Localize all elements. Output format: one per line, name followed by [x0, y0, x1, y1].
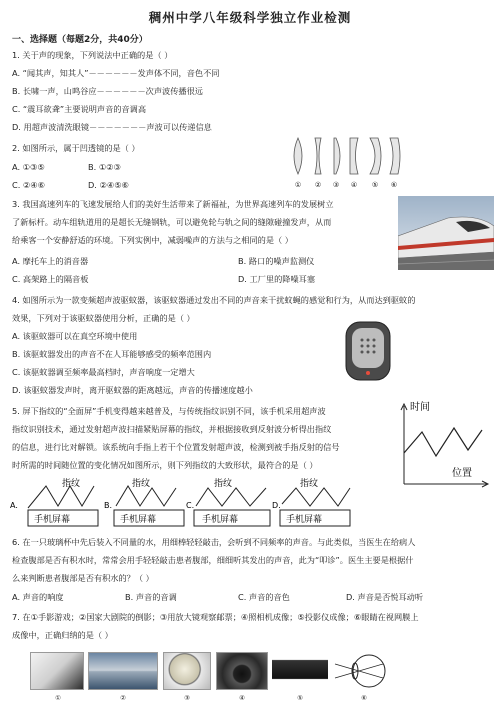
q3-option-c[interactable]: C. 高架路上的隔音板 — [12, 274, 89, 284]
q5-option-c-label[interactable]: C. — [186, 501, 195, 510]
q5-line-1: 5. 屏下指纹的“全面屏”手机变得越来越普及，与传统指纹识别不同，该手机采用超声波 — [12, 406, 326, 416]
q3-line-3: 给乘客一个安静舒适的环境。下列实例中，减弱噪声的方法与之相同的是（ ） — [12, 235, 293, 245]
q3-line-2: 了新标杆。动车组轨道用的是超长无缝钢轨，可以避免轮与轨之间的缝隙碰撞发声，从而 — [12, 217, 332, 227]
screen-label-b: 手机屏幕 — [120, 515, 157, 525]
lens-label-2: ② — [314, 181, 322, 189]
q7-thumb-label-2: ② — [120, 694, 126, 702]
q1-option-c[interactable]: C. “震耳欲聋”主要说明声音的音调高 — [12, 104, 147, 114]
q5-options-figures — [10, 476, 496, 532]
q6-line-3: 么来判断患者腹部是否有积水的？（ ） — [12, 573, 154, 583]
q1-option-a[interactable]: A. “闻其声，知其人”－－－－－－发声体不同，音色不同 — [12, 68, 220, 78]
q7-thumb-label-4: ④ — [239, 694, 245, 702]
lens-4-planoconcave — [350, 138, 358, 174]
high-speed-train-photo — [398, 196, 494, 270]
lens-5-meniscus — [370, 138, 381, 174]
page-title: 稠州中学八年级科学独立作业检测 — [148, 10, 352, 25]
q6-option-b[interactable]: B. 声音的音调 — [125, 592, 177, 602]
q5-line-4: 时所需的时间随位置的变化情况如图所示，则下列指纹的大致形状，最符合的是（ ） — [12, 460, 318, 470]
q6-option-a[interactable]: A. 声音的响度 — [12, 592, 64, 602]
mosquito-repeller-photo — [340, 318, 396, 384]
graph-y-axis-label: 时间 — [410, 402, 430, 413]
q2-option-b[interactable]: B. ①②③ — [88, 162, 121, 172]
q4-option-c[interactable]: C. 该驱蚊器调至频率最高档时，声音响度一定增大 — [12, 367, 195, 377]
lens-1-biconvex — [294, 138, 302, 174]
q7-thumb-label-3: ③ — [184, 694, 190, 702]
q1-stem: 1. 关于声的现象，下列说法中正确的是（ ） — [12, 50, 173, 60]
lens-label-4: ④ — [350, 181, 358, 189]
q7-line-1: 7. 在①手影游戏；②国家大剧院的倒影；③用放大镜观察邮票；④照相机成像；⑤投影仪成像；⑥眼睛在视网膜上 — [12, 612, 419, 622]
fingerprint-label-c: 指纹 — [214, 479, 233, 489]
q5-line-3: 的信息，进行比对解锁。该系统向手指上若干个位置发射超声波，检测到被手指反射的信号 — [12, 442, 340, 452]
lens-label-3: ③ — [332, 181, 340, 189]
q4-option-a[interactable]: A. 该驱蚊器可以在真空环境中使用 — [12, 331, 138, 341]
q1-option-d[interactable]: D. 用超声波清洗眼镜－－－－－－－声波可以传递信息 — [12, 122, 212, 132]
q4-line-2: 效果，下列对于该驱蚊器使用分析，正确的是（ ） — [12, 313, 195, 323]
q7-thumb-projector — [272, 652, 328, 690]
fingerprint-label-a: 指纹 — [62, 479, 81, 489]
q5-line-2: 指纹识别技术，通过发射超声波扫描紧贴屏幕的指纹，并根据接收到反射波分析得出指纹 — [12, 424, 332, 434]
q5-option-c-figure — [186, 477, 270, 526]
q7-thumb-label-5: ⑤ — [297, 694, 303, 702]
q6-option-d[interactable]: D. 声音是否悦耳动听 — [346, 592, 424, 602]
screen-label-d: 手机屏幕 — [286, 515, 323, 525]
q5-option-a-label[interactable]: A. — [10, 501, 18, 510]
q4-option-d[interactable]: D. 该驱蚊器发声时，离开驱蚊器的距离越远，声音的传播速度越小 — [12, 385, 253, 395]
lens-label-5: ⑤ — [371, 181, 379, 189]
q5-option-a-figure — [10, 477, 98, 526]
q2-option-c[interactable]: C. ②④⑥ — [12, 180, 45, 190]
q3-line-1: 3. 我国高速列车的飞速发展给人们的美好生活带来了新福祉，为世界高速列车的发展树立 — [12, 199, 334, 209]
lens-label-6: ⑥ — [390, 181, 398, 189]
screen-label-c: 手机屏幕 — [202, 515, 239, 525]
q1-option-b[interactable]: B. 长啸一声，山鸣谷应－－－－－－次声波传播很远 — [12, 86, 203, 96]
q6-option-c[interactable]: C. 声音的音色 — [238, 592, 290, 602]
q7-thumb-magnifier — [163, 652, 211, 690]
q5-option-d-label[interactable]: D. — [272, 501, 281, 510]
lens-3-planoconvex — [334, 138, 340, 174]
q5-option-b-label[interactable]: B. — [104, 501, 113, 510]
q7-thumb-eye-diagram — [333, 650, 395, 692]
lens-label-1: ① — [294, 181, 302, 189]
q6-line-1: 6. 在一只玻璃杯中先后装入不同量的水，用细棒轻轻敲击，会听到不同频率的声音。与此类似，当医生在给病人 — [12, 537, 416, 547]
q3-option-b[interactable]: B. 路口的噪声监测仪 — [238, 256, 315, 266]
graph-x-axis-label: 位置 — [452, 468, 472, 479]
q3-option-a[interactable]: A. 摩托车上的消音器 — [12, 256, 89, 266]
q6-line-2: 检查腹部是否有积水时，常常会用手轻轻敲击患者腹部，细细听其发出的声音，此为“叩诊”。医生主要是根据什 — [12, 555, 414, 565]
q2-option-a[interactable]: A. ①③⑤ — [12, 162, 45, 172]
q5-option-b-figure — [104, 477, 184, 526]
q7-thumb-camera — [216, 652, 268, 690]
screen-label-a: 手机屏幕 — [34, 515, 71, 525]
q7-thumb-label-1: ① — [55, 694, 61, 702]
q4-option-b[interactable]: B. 该驱蚊器发出的声音不在人耳能够感受的频率范围内 — [12, 349, 212, 359]
fingerprint-label-d: 指纹 — [300, 479, 319, 489]
fingerprint-label-b: 指纹 — [132, 479, 151, 489]
q2-option-d[interactable]: D. ②④⑤⑥ — [88, 180, 129, 190]
q2-stem: 2. 如图所示，属于凹透镜的是（ ） — [12, 143, 140, 153]
lens-2-biconcave — [315, 138, 321, 174]
q7-thumb-grand-theatre-reflection — [88, 652, 158, 690]
q3-option-d[interactable]: D. 工厂里的降噪耳塞 — [238, 274, 316, 284]
q5-option-d-figure — [272, 477, 350, 526]
lens-diagram — [288, 132, 408, 192]
q7-thumb-label-6: ⑥ — [361, 694, 367, 702]
q7-thumb-shadow-play — [30, 652, 84, 690]
section-heading: 一、选择题（每题2分，共40分） — [12, 35, 148, 45]
q7-line-2: 成像中，正确归纳的是（ ） — [12, 630, 113, 640]
q4-line-1: 4. 如图所示为一款变频超声波驱蚊器，该驱蚊器通过发出不同的声音来干扰蚊蝇的感觉和行为，从而达到驱蚊的 — [12, 295, 416, 305]
lens-6-concave-meniscus — [390, 138, 400, 174]
